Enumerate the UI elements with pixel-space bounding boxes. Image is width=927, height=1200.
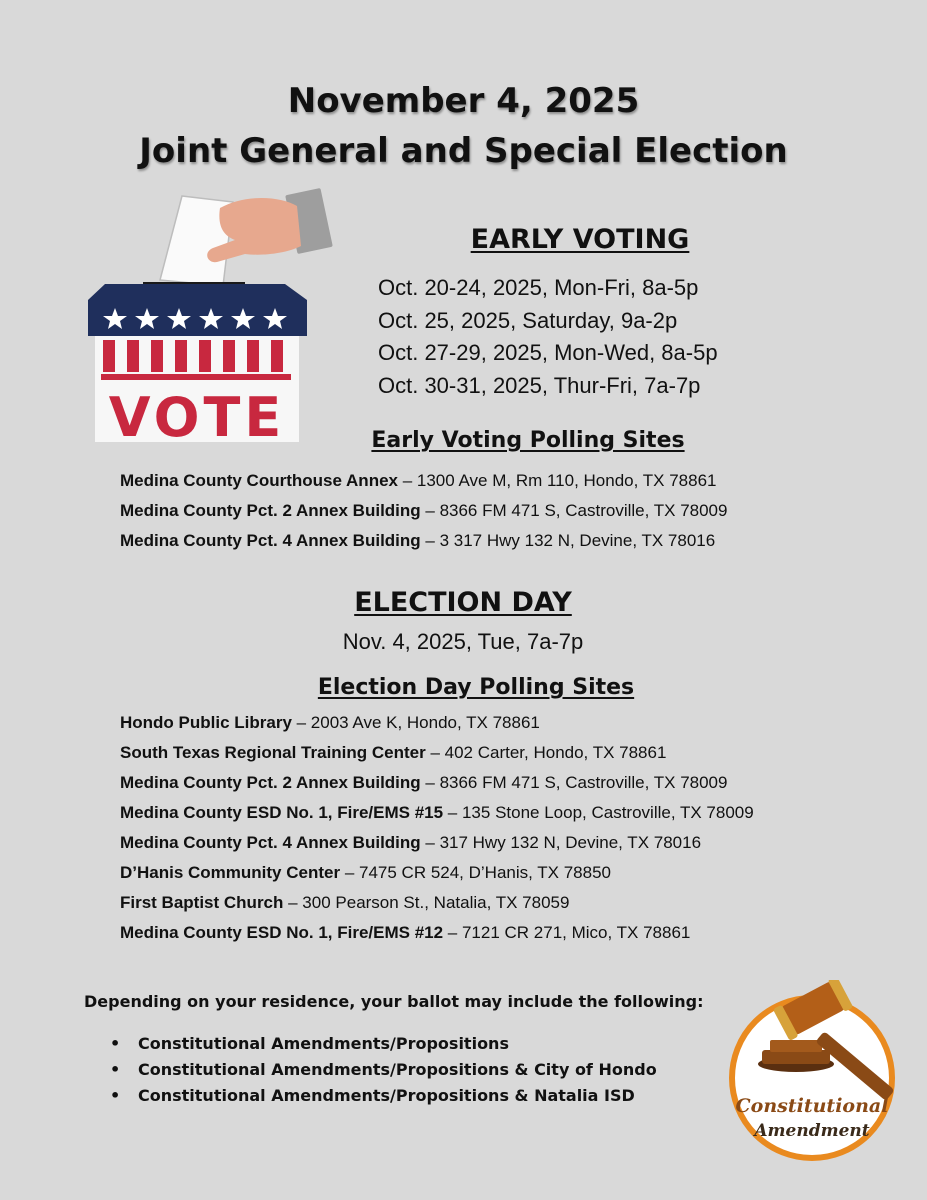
site-name: South Texas Regional Training Center xyxy=(120,743,426,762)
list-item xyxy=(120,888,754,918)
site-address: – 402 Carter, Hondo, TX 78861 xyxy=(425,743,667,762)
election-day-heading: ELECTION DAY xyxy=(354,587,572,618)
list-item xyxy=(120,828,754,858)
list-item xyxy=(120,768,754,798)
site-address: – 300 Pearson St., Natalia, TX 78059 xyxy=(283,893,570,912)
constitutional-amendment-badge xyxy=(726,980,902,1164)
site-name: Medina County ESD No. 1, Fire/EMS #15 xyxy=(120,803,444,822)
site-address: – 135 Stone Loop, Castroville, TX 78009 xyxy=(443,803,754,822)
list-item xyxy=(120,466,727,496)
site-name: Medina County ESD No. 1, Fire/EMS #12 xyxy=(120,923,444,942)
ballot-items xyxy=(110,1031,657,1109)
badge-line-1: Constitutional xyxy=(735,1095,889,1117)
list-item: • Constitutional Amendments/Propositions & Natalia ISD xyxy=(110,1083,657,1109)
list-item xyxy=(120,496,727,526)
site-address: – 8366 FM 471 S, Castroville, TX 78009 xyxy=(420,773,728,792)
title-date: November 4, 2025 xyxy=(287,81,640,121)
schedule-line: Oct. 25, 2025, Saturday, 9a-2p xyxy=(378,307,678,333)
list-item xyxy=(120,708,754,738)
site-name: Medina County Pct. 4 Annex Building xyxy=(120,833,421,852)
election-day-sites-heading: Election Day Polling Sites xyxy=(317,675,635,700)
site-name: Hondo Public Library xyxy=(120,713,292,732)
election-day-sites-list xyxy=(120,708,754,948)
site-address: – 7121 CR 271, Mico, TX 78861 xyxy=(443,923,691,942)
site-address: – 8366 FM 471 S, Castroville, TX 78009 xyxy=(420,501,728,520)
title-election: Joint General and Special Election xyxy=(139,131,788,171)
early-sites-list xyxy=(120,466,727,556)
site-address: – 3 317 Hwy 132 N, Devine, TX 78016 xyxy=(420,531,716,550)
schedule-line: Oct. 27-29, 2025, Mon-Wed, 8a-5p xyxy=(378,340,718,365)
vote-label: VOTE xyxy=(108,386,286,448)
list-item xyxy=(120,526,727,556)
early-voting-schedule xyxy=(378,272,718,402)
schedule-line: Oct. 30-31, 2025, Thur-Fri, 7a-7p xyxy=(378,372,701,398)
site-name: D’Hanis Community Center xyxy=(120,863,341,882)
ballot-box-lid xyxy=(88,284,307,336)
site-address: – 317 Hwy 132 N, Devine, TX 78016 xyxy=(420,833,702,852)
list-item: • Constitutional Amendments/Propositions xyxy=(110,1031,657,1057)
hand-icon xyxy=(207,188,333,262)
ballot-heading: Depending on your residence, your ballot may include the following: xyxy=(84,992,704,1011)
site-name: Medina County Pct. 2 Annex Building xyxy=(120,773,421,792)
election-day-date: Nov. 4, 2025, Tue, 7a-7p xyxy=(342,629,584,654)
badge-line-2: Amendment xyxy=(754,1121,870,1141)
list-item xyxy=(120,798,754,828)
site-address: – 2003 Ave K, Hondo, TX 78861 xyxy=(291,713,540,732)
list-item xyxy=(120,858,754,888)
site-name: Medina County Pct. 2 Annex Building xyxy=(120,501,421,520)
site-name: First Baptist Church xyxy=(120,893,284,912)
ballot-box-illustration xyxy=(85,188,335,448)
site-name: Medina County Courthouse Annex xyxy=(120,471,398,490)
early-voting-heading: EARLY VOTING xyxy=(470,224,690,255)
list-item xyxy=(120,738,754,768)
schedule-line: Oct. 20-24, 2025, Mon-Fri, 8a-5p xyxy=(378,275,699,300)
early-sites-heading: Early Voting Polling Sites xyxy=(371,428,685,453)
site-address: – 1300 Ave M, Rm 110, Hondo, TX 78861 xyxy=(398,471,717,490)
site-address: – 7475 CR 524, D’Hanis, TX 78850 xyxy=(340,863,611,882)
site-name: Medina County Pct. 4 Annex Building xyxy=(120,531,421,550)
list-item xyxy=(120,918,754,948)
list-item: • Constitutional Amendments/Propositions & City of Hondo xyxy=(110,1057,657,1083)
